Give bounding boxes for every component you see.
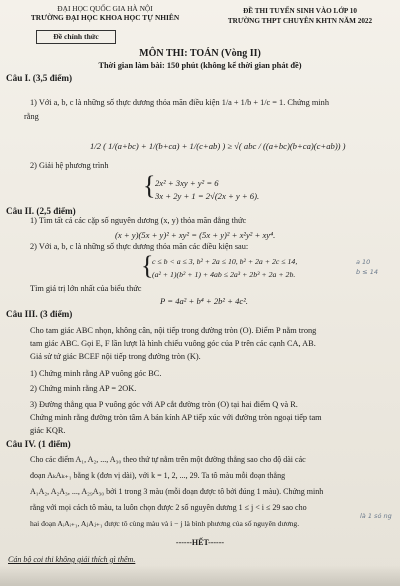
q1-part2: 2) Giải hệ phương trình: [30, 161, 109, 170]
q1-part1-line1: 1) Với a, b, c là những số thực dương thỏa mãn điều kiện 1/a + 1/b + 1/c = 1. Chứng minh: [30, 98, 329, 107]
q3-sub3-line1: 3) Đường thẳng qua P vuông góc với AP cắt đường tròn (O) tại hai điểm Q và R.: [30, 400, 298, 409]
subject-title: MÔN THI: TOÁN (Vòng II): [139, 48, 261, 59]
q3-title: Câu III. (3 điểm): [6, 309, 73, 319]
official-badge: Đề chính thức: [36, 30, 116, 44]
q2-title: Câu II. (2,5 điểm): [6, 206, 76, 216]
exam-title: ĐỀ THI TUYỂN SINH VÀO LỚP 10: [243, 7, 357, 15]
q3-line1: Cho tam giác ABC nhọn, không cân, nội tiếp trong đường tròn (O). Điểm P nằm trong: [30, 326, 317, 335]
q2-part2: 2) Với a, b, c là những số thực dương thỏa mãn các điều kiện sau:: [30, 242, 249, 251]
photo-shadow: [0, 565, 400, 586]
q4-line4: rằng với mọi cách tô màu, ta luôn chọn được 2 số nguyên dương 1 ≤ j < i ≤ 29 sao cho: [30, 503, 307, 512]
q2-system-eq1: c ≤ b < a ≤ 3, b² + 2a ≤ 10, b² + 2a + 2c ≤ 14,: [152, 257, 298, 266]
handwritten-note-1: a 10: [356, 258, 371, 266]
q2-part3: Tìm giá trị lớn nhất của biểu thức: [30, 284, 142, 293]
q2-system-eq2: (a² + 1)(b² + 1) + 4ab ≤ 2a³ + 2b³ + 2a + 2b.: [152, 270, 296, 279]
q4-line2: đoạn AₖAₖ₊₁ bằng k (đơn vị dài), với k = 1, 2, ..., 29. Ta tô màu mỗi đoạn thẳng: [30, 471, 286, 480]
end-marker: ------HẾT------: [175, 538, 225, 547]
q3-line3: Giả sử tứ giác BCEF nội tiếp trong đường tròn (K).: [30, 352, 201, 361]
university-name: ĐẠI HỌC QUỐC GIA HÀ NỘI: [57, 4, 153, 13]
q1-system-eq2: 3x + 2y + 1 = 2√(2x + y + 6).: [155, 191, 260, 201]
q2-system-brace: {: [141, 251, 154, 280]
handwritten-note-3: là 1 só ng: [360, 512, 392, 520]
header-left: [10, 4, 200, 22]
q3-sub1: 1) Chứng minh rằng AP vuông góc BC.: [30, 369, 162, 378]
q2-part1: 1) Tìm tất cả các cặp số nguyên dương (x, y) thỏa mãn đẳng thức: [30, 216, 247, 225]
q1-system-brace: {: [143, 171, 156, 200]
q4-line5: hai đoạn AᵢAᵢ₊₁, AⱼAⱼ₊₁ được tô cùng màu và i − j là bình phương của số nguyên dương.: [30, 519, 300, 528]
q2-expression: P = 4a² + b⁴ + 2b² + 4c².: [160, 296, 248, 306]
time-note: Thời gian làm bài: 150 phút (không kể thời gian phát đề): [98, 61, 302, 70]
q4-title: Câu IV. (1 điểm): [6, 439, 71, 449]
q1-inequality: 1/2 ( 1/(a+bc) + 1/(b+ca) + 1/(c+ab) ) ≥ √( abc / ((a+bc)(b+ca)(c+ab)) ): [90, 141, 346, 151]
handwritten-note-2: b ≤ 14: [356, 268, 378, 276]
q3-line2: tam giác ABC. Gọi E, F lần lượt là hình chiếu vuông góc của P trên các cạnh CA, AB.: [30, 339, 316, 348]
q3-sub3-line2: Chứng minh rằng đường tròn tâm A bán kính AP tiếp xúc với đường tròn ngoại tiếp tam: [30, 413, 322, 422]
exam-school-year: TRƯỜNG THPT CHUYÊN KHTN NĂM 2022: [227, 16, 373, 25]
proctor-note: Cán bộ coi thi không giải thích gì thêm.: [8, 555, 136, 564]
q4-line1: Cho các điểm A₁, A₂, ..., A₃₀ theo thứ tự nằm trên một đường thẳng sao cho độ dài các: [30, 455, 306, 464]
q1-title: Câu I. (3,5 điểm): [6, 73, 73, 83]
q1-part1-line2: rằng: [24, 112, 39, 121]
q2-equation: (x + y)(5x + y)² + xy² = (5x + y)² + x²y² + xy⁴.: [115, 230, 276, 240]
school-name: TRƯỜNG ĐẠI HỌC KHOA HỌC TỰ NHIÊN: [30, 13, 180, 22]
q3-sub2: 2) Chứng minh rằng AP = 2OK.: [30, 384, 137, 393]
q4-line3: A₁A₂, A₂A₃, ..., A₂₉A₃₀ bởi 1 trong 3 màu (mỗi đoạn được tô bởi đúng 1 màu). Chứng minh: [30, 487, 324, 496]
q1-system-eq1: 2x² + 3xy + y² = 6: [155, 178, 219, 188]
header-right: [200, 7, 400, 26]
q3-sub3-line3: giác KQR.: [30, 426, 66, 435]
